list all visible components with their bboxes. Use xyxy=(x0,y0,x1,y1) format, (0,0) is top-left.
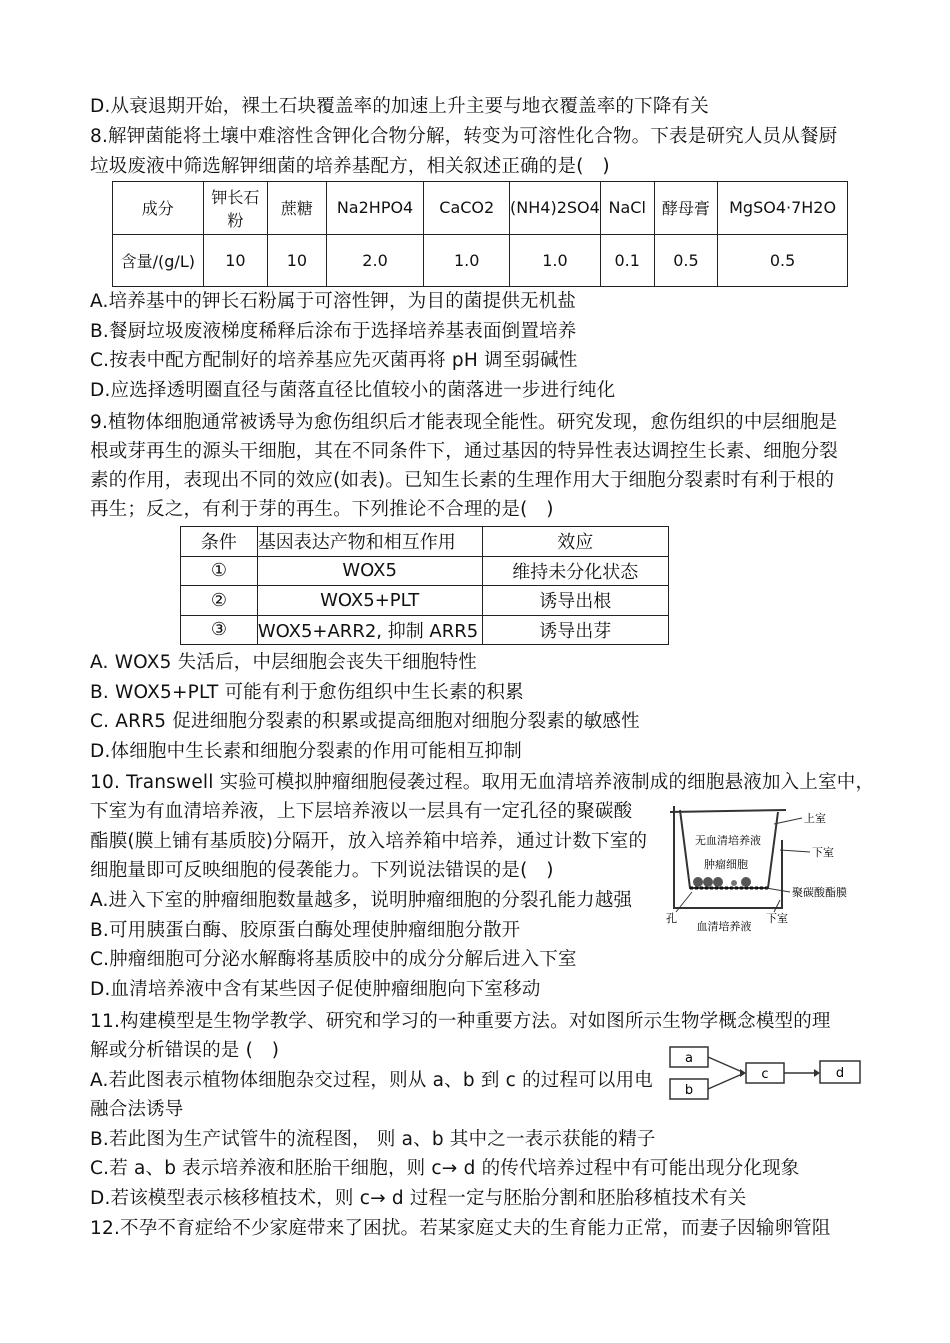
table-cell: 2.0 xyxy=(326,234,424,287)
table-cell: 1.0 xyxy=(424,234,510,287)
table-cell: MgSO4·7H2O xyxy=(718,182,848,235)
q12-stem-line1: 12.不孕不育症给不少家庭带来了困扰。若某家庭丈夫的生育能力正常，而妻子因输卵管阻 xyxy=(90,1218,831,1239)
table-cell: WOX5+ARR2, 抑制 ARR5 xyxy=(257,615,482,645)
box-d-label: d xyxy=(835,1066,845,1081)
q11-option-b: B.若此图为生产试管牛的流程图， 则 a、b 其中之一表示获能的精子 xyxy=(90,1129,656,1150)
arrow-a-c xyxy=(708,1057,740,1071)
q10-stem-line1: 10. Transwell 实验可模拟肿瘤细胞侵袭过程。取用无血清培养液制成的细胞悬液加入上室中， xyxy=(90,772,875,793)
q9-stem-line3: 素的作用，表现出不同的效应(如表)。已知生长素的生理作用大于细胞分裂素时有利于根的 xyxy=(90,470,835,491)
table-cell: 含量/(g/L) xyxy=(113,234,204,287)
q9-stem-line4: 再生；反之，有利于芽的再生。下列推论不合理的是( ) xyxy=(90,499,554,520)
q7-option-d: D.从衰退期开始，裸土石块覆盖率的加速上升主要与地衣覆盖率的下降有关 xyxy=(90,96,709,117)
concept-model-diagram xyxy=(668,1043,864,1105)
table-cell: 钾长石粉 xyxy=(203,182,267,235)
q10-stem-line4: 细胞量即可反映细胞的侵袭能力。下列说法错误的是( ) xyxy=(90,860,554,881)
q10-stem-line2: 下室为有血清培养液，上下层培养液以一层具有一定孔径的聚碳酸 xyxy=(90,801,633,822)
table-cell: 1.0 xyxy=(510,234,601,287)
table-cell: 条件 xyxy=(181,527,258,557)
box-b-label: b xyxy=(684,1083,694,1098)
q8-stem-line2: 垃圾废液中筛选解钾细菌的培养基配方，相关叙述正确的是( ) xyxy=(90,156,610,177)
q11-option-c: C.若 a、b 表示培养液和胚胎干细胞，则 c→ d 的传代培养过程中有可能出现分化现象 xyxy=(90,1158,800,1179)
lower-chamber-label-1: 下室 xyxy=(812,846,834,859)
table-cell: WOX5+PLT xyxy=(257,586,482,616)
table-cell: ② xyxy=(181,586,258,616)
pore-label: 孔 xyxy=(666,912,677,925)
tumor-cell xyxy=(741,877,751,887)
q9-stem-line1: 9.植物体细胞通常被诱导为愈伤组织后才能表现全能性。研究发现，愈伤组织的中层细胞是 xyxy=(90,412,838,433)
q8-option-c: C.按表中配方配制好的培养基应先灭菌再将 pH 调至弱碱性 xyxy=(90,350,578,371)
rim-line xyxy=(670,810,786,812)
table-row xyxy=(181,586,669,616)
arrowhead xyxy=(740,1069,746,1077)
table-header-row xyxy=(113,182,848,235)
table-cell: ③ xyxy=(181,615,258,645)
table-row xyxy=(181,615,669,645)
table-cell: WOX5 xyxy=(257,556,482,586)
q8-stem-line1: 8.解钾菌能将土壤中难溶性含钾化合物分解，转变为可溶性化合物。下表是研究人员从餐厨 xyxy=(90,126,838,147)
table-header-row xyxy=(181,527,669,557)
table-cell: 10 xyxy=(203,234,267,287)
q10-stem-line3: 酯膜(膜上铺有基质胶)分隔开，放入培养箱中培养，通过计数下室的 xyxy=(90,831,648,852)
table-cell: 酵母膏 xyxy=(654,182,718,235)
table-cell: 10 xyxy=(268,234,327,287)
upper-chamber-label: 上室 xyxy=(804,812,826,825)
table-row xyxy=(113,234,848,287)
table-cell: 0.5 xyxy=(654,234,718,287)
q9-option-b: B. WOX5+PLT 可能有利于愈伤组织中生长素的积累 xyxy=(90,682,524,703)
lower-chamber-label-2: 下室 xyxy=(766,912,788,925)
q11-option-a-line1: A.若此图表示植物体细胞杂交过程，则从 a、b 到 c 的过程可以用电 xyxy=(90,1070,653,1091)
q9-option-d: D.体细胞中生长素和细胞分裂素的作用可能相互抑制 xyxy=(90,741,522,762)
q9-option-a: A. WOX5 失活后，中层细胞会丧失干细胞特性 xyxy=(90,652,477,673)
table-cell: 基因表达产物和相互作用 xyxy=(257,527,482,557)
membrane-label: 聚碳酸酯膜 xyxy=(792,886,847,899)
table-cell: 成分 xyxy=(113,182,204,235)
arrow-b-c xyxy=(708,1075,740,1089)
tumor-cell xyxy=(731,880,737,886)
table-cell: CaCO2 xyxy=(424,182,510,235)
q11-stem-line1: 11.构建模型是生物学教学、研究和学习的一种重要方法。对如图所示生物学概念模型的理 xyxy=(90,1011,831,1032)
tumor-cell-label: 肿瘤细胞 xyxy=(704,858,748,871)
table-cell: 0.5 xyxy=(718,234,848,287)
box-c-label: c xyxy=(761,1067,769,1082)
q10-option-b: B.可用胰蛋白酶、胶原蛋白酶处理使肿瘤细胞分散开 xyxy=(90,920,521,941)
tumor-cell xyxy=(703,877,713,887)
transwell-diagram xyxy=(662,800,862,938)
leader-line xyxy=(780,850,810,852)
table-cell: ① xyxy=(181,556,258,586)
table-cell: 诱导出芽 xyxy=(482,615,669,645)
q8-option-d: D.应选择透明圈直径与菌落直径比值较小的菌落进一步进行纯化 xyxy=(90,380,616,401)
table-row xyxy=(181,556,669,586)
arrowhead xyxy=(814,1069,820,1077)
q10-option-c: C.肿瘤细胞可分泌水解酶将基质胶中的成分分解后进入下室 xyxy=(90,949,577,970)
leader-line xyxy=(774,900,780,912)
medium-recipe-table xyxy=(112,181,848,287)
lower-chamber-wall xyxy=(674,806,782,908)
q11-option-a-line2: 融合法诱导 xyxy=(90,1099,184,1120)
serum-medium-label: 血清培养液 xyxy=(696,920,752,933)
table-cell: 0.1 xyxy=(600,234,654,287)
table-cell: 蔗糖 xyxy=(268,182,327,235)
upper-chamber-insert xyxy=(680,810,778,888)
q11-stem-line2: 解或分析错误的是 ( ) xyxy=(90,1040,280,1061)
q8-option-b: B.餐厨垃圾废液梯度稀释后涂布于选择培养基表面倒置培养 xyxy=(90,321,577,342)
q8-option-a: A.培养基中的钾长石粉属于可溶性钾，为目的菌提供无机盐 xyxy=(90,291,577,312)
gene-expression-table xyxy=(180,526,669,645)
leader-line xyxy=(774,818,802,824)
q11-option-d: D.若该模型表示核移植技术，则 c→ d 过程一定与胚胎分割和胚胎移植技术有关 xyxy=(90,1188,747,1209)
table-cell: (NH4)2SO4 xyxy=(510,182,601,235)
table-cell: NaCl xyxy=(600,182,654,235)
q9-stem-line2: 根或芽再生的源头干细胞，其在不同条件下，通过基因的特异性表达调控生长素、细胞分裂 xyxy=(90,441,839,462)
upper-medium-label: 无血清培养液 xyxy=(695,834,761,847)
q10-option-a: A.进入下室的肿瘤细胞数量越多，说明肿瘤细胞的分裂孔能力越强 xyxy=(90,890,633,911)
q10-option-d: D.血清培养液中含有某些因子促使肿瘤细胞向下室移动 xyxy=(90,979,541,1000)
box-a-label: a xyxy=(685,1051,693,1066)
table-cell: 维持未分化状态 xyxy=(482,556,669,586)
tumor-cell xyxy=(693,877,703,887)
table-cell: 效应 xyxy=(482,527,669,557)
table-cell: Na2HPO4 xyxy=(326,182,424,235)
tumor-cell xyxy=(713,877,723,887)
q9-option-c: C. ARR5 促进细胞分裂素的积累或提高细胞对细胞分裂素的敏感性 xyxy=(90,711,640,732)
table-cell: 诱导出根 xyxy=(482,586,669,616)
leader-line xyxy=(766,888,790,892)
